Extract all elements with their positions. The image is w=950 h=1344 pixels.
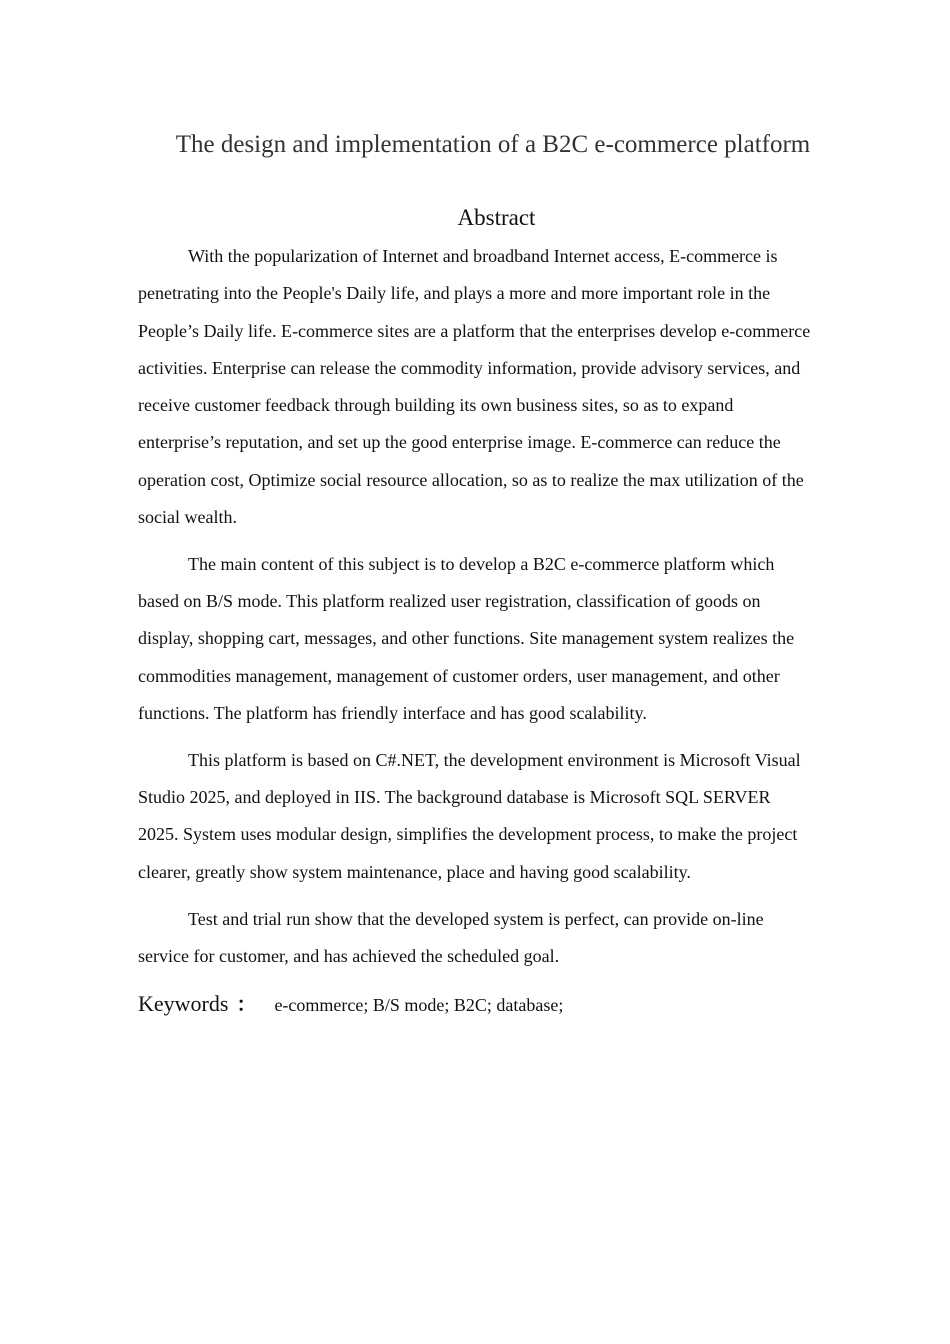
paragraph-line: social wealth. xyxy=(138,507,237,528)
paragraph-line: The main content of this subject is to develop a B2C e-commerce platform which xyxy=(188,553,775,574)
paragraph-line: service for customer, and has achieved the scheduled goal. xyxy=(138,945,560,966)
keywords-label: Keywords xyxy=(138,991,229,1016)
paragraph-line: receive customer feedback through building its own business sites, so as to expand xyxy=(138,395,734,416)
abstract-paragraph xyxy=(138,238,868,536)
paragraph-line: based on B/S mode. This platform realized user registration, classification of goods on xyxy=(138,591,761,612)
paragraph-line: enterprise’s reputation, and set up the good enterprise image. E-commerce can reduce the xyxy=(138,432,781,453)
paragraph-line: 2025. System uses modular design, simplifies the development process, to make the project xyxy=(138,824,798,845)
paragraph-line: This platform is based on C#.NET, the development environment is Microsoft Visual xyxy=(188,749,801,770)
paragraph-line: commodities management, management of customer orders, user management, and other xyxy=(138,665,780,686)
document-title: The design and implementation of a B2C e-commerce platform xyxy=(175,131,811,158)
paragraph-line: Test and trial run show that the developed system is perfect, can provide on-line xyxy=(188,908,764,929)
abstract-paragraph xyxy=(138,742,868,891)
keywords-line xyxy=(138,988,563,1017)
abstract-body xyxy=(138,238,868,985)
paragraph-line: functions. The platform has friendly interface and has good scalability. xyxy=(138,703,647,724)
abstract-paragraph xyxy=(138,901,868,976)
paragraph-line: activities. Enterprise can release the commodity information, provide advisory services, and xyxy=(138,357,801,378)
paragraph-line: Studio 2025, and deployed in IIS. The background database is Microsoft SQL SERVER xyxy=(138,787,771,808)
keywords-colon: ： xyxy=(236,994,257,1016)
paragraph-line: display, shopping cart, messages, and other functions. Site management system realizes the xyxy=(138,628,795,649)
paragraph-line: People’s Daily life. E-commerce sites are a platform that the enterprises develop e-commerce xyxy=(138,320,811,341)
paragraph-line: operation cost, Optimize social resource allocation, so as to realize the max utilization of the xyxy=(138,469,804,490)
abstract-heading: Abstract xyxy=(457,205,536,230)
keywords-text: e-commerce; B/S mode; B2C; database; xyxy=(274,995,564,1015)
paragraph-line: clearer, greatly show system maintenance, place and having good scalability. xyxy=(138,861,691,882)
paragraph-line: penetrating into the People's Daily life, and plays a more and more important role in the xyxy=(138,283,771,304)
paragraph-line: With the popularization of Internet and broadband Internet access, E-commerce is xyxy=(188,246,778,266)
abstract-paragraph xyxy=(138,546,868,732)
